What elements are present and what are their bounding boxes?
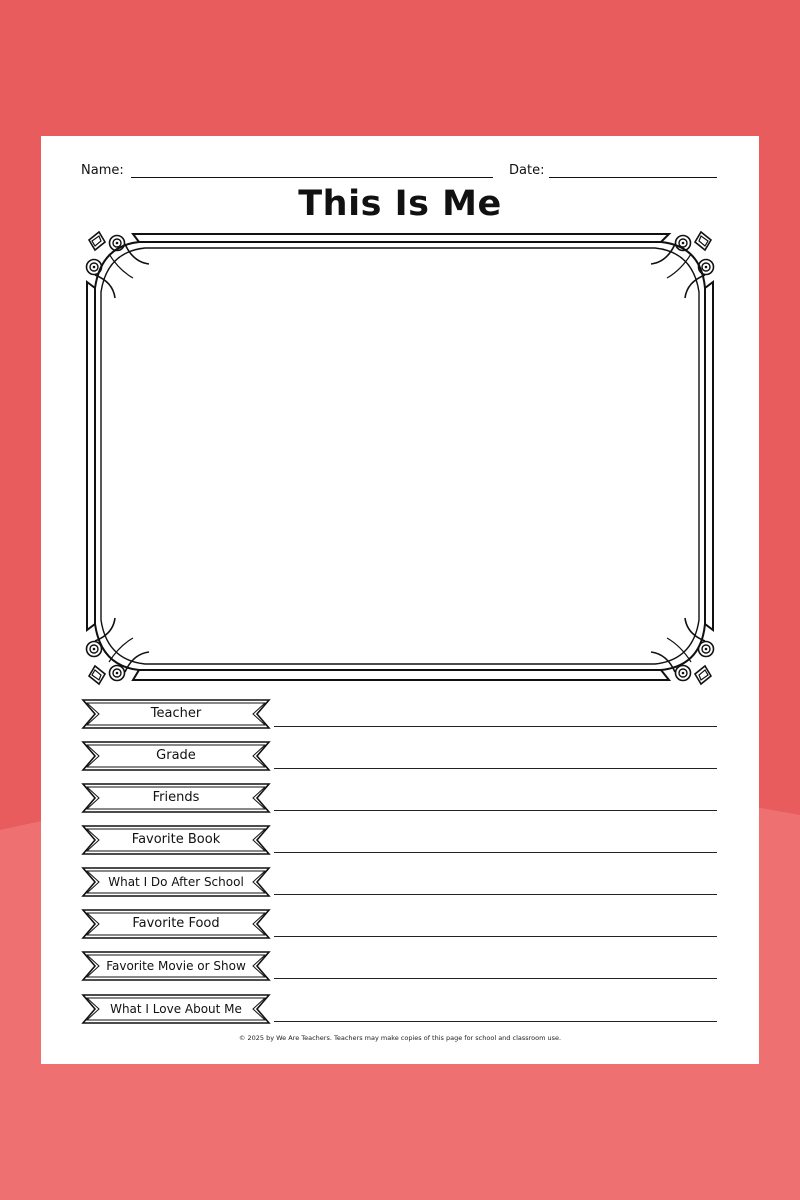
answer-line-favorite-book[interactable] — [274, 852, 717, 853]
row-label-after-school: What I Do After School — [108, 875, 244, 889]
name-label: Name: — [81, 163, 124, 178]
answer-line-favorite-movie[interactable] — [274, 978, 717, 979]
row-label-love-about-me: What I Love About Me — [110, 1002, 242, 1016]
row-favorite-food — [81, 909, 717, 939]
row-label-favorite-movie: Favorite Movie or Show — [106, 959, 246, 973]
worksheet — [41, 136, 759, 1064]
row-friends — [81, 783, 717, 813]
answer-line-friends[interactable] — [274, 810, 717, 811]
row-label-teacher: Teacher — [150, 706, 202, 721]
row-favorite-movie — [81, 951, 717, 981]
answer-line-after-school[interactable] — [274, 894, 717, 895]
row-love-about-me — [81, 994, 717, 1024]
row-label-favorite-food: Favorite Food — [132, 916, 220, 931]
row-label-grade: Grade — [156, 748, 196, 763]
row-grade — [81, 741, 717, 771]
row-favorite-book — [81, 825, 717, 855]
date-label: Date: — [509, 163, 545, 178]
answer-line-love-about-me[interactable] — [274, 1021, 717, 1022]
row-teacher — [81, 699, 717, 729]
row-after-school — [81, 867, 717, 897]
page-title: This Is Me — [298, 184, 502, 224]
copyright-footer: © 2025 by We Are Teachers. Teachers may make copies of this page for school and classroom use. — [238, 1034, 562, 1042]
answer-line-teacher[interactable] — [274, 726, 717, 727]
answer-line-favorite-food[interactable] — [274, 936, 717, 937]
row-label-favorite-book: Favorite Book — [131, 832, 221, 847]
answer-line-grade[interactable] — [274, 768, 717, 769]
row-label-friends: Friends — [152, 790, 200, 805]
drawing-frame[interactable] — [41, 136, 759, 696]
